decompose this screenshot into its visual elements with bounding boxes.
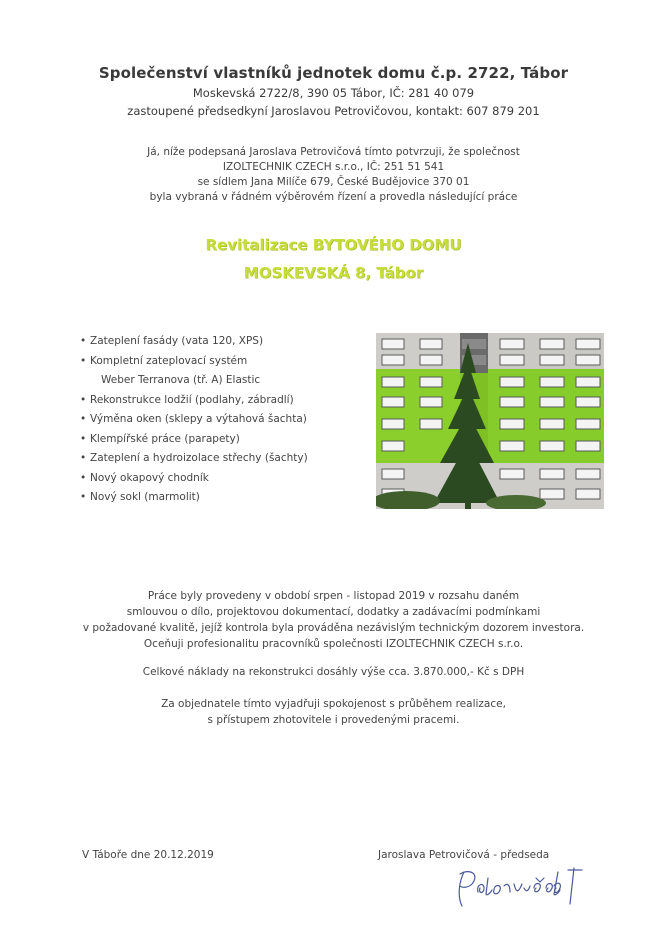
body-p1-line-2: smlouvou o dílo, projektovou dokumentací, dodatky a zadávacími podmínkami [126, 606, 541, 618]
confirmation-line-4: byla vybraná v řádném výběrovém řízení a provedla následující práce [149, 191, 518, 203]
confirmation-line-1: Já, níže podepsaná Jaroslava Petrovičová tímto potvrzuji, že společnost [147, 146, 520, 158]
place-date: V Táboře dne 20.12.2019 [82, 849, 214, 861]
project-title-line-1: Revitalizace BYTOVÉHO DOMU [205, 236, 462, 254]
works-item: • Nový sokl (marmolit) [80, 491, 200, 503]
works-item: • Zateplení fasády (vata 120, XPS) [80, 335, 264, 347]
confirmation-line-3: se sídlem Jana Milíče 679, České Budějovice 370 01 [197, 176, 470, 188]
organization-title: Společenství vlastníků jednotek domu č.p. 2722, Tábor [98, 64, 569, 82]
signature [450, 864, 610, 914]
works-item: • Rekonstrukce lodžií (podlahy, zábradlí) [80, 393, 294, 406]
body-p3-line-2: s přístupem zhotovitele i provedenými pracemi. [207, 714, 460, 726]
body-p3-line-1: Za objednatele tímto vyjadřuji spokojenost s průběhem realizace, [161, 698, 506, 710]
building-photo [376, 333, 604, 509]
body-p1-line-3: v požadované kvalitě, jejíž kontrola byla prováděna nezávislým technickým dozorem investora. [82, 622, 585, 634]
body-costs: Celkové náklady na rekonstrukci dosáhly výše cca. 3.870.000,- Kč s DPH [142, 666, 525, 678]
works-item: • Klempířské práce (parapety) [80, 432, 240, 445]
organization-address: Moskevská 2722/8, 390 05 Tábor, IČ: 281 40 079 [192, 86, 475, 100]
works-item: • Nový okapový chodník [80, 471, 209, 484]
works-item: • Zateplení a hydroizolace střechy (šachty) [80, 452, 308, 464]
project-title-line-2: MOSKEVSKÁ 8, Tábor [243, 264, 424, 282]
body-p1-line-1: Práce byly provedeny v období srpen - listopad 2019 v rozsahu daném [147, 590, 520, 602]
works-list [80, 332, 370, 508]
works-item: • Výměna oken (sklepy a výtahová šachta) [80, 413, 307, 425]
works-item-continuation: Weber Terranova (tř. A) Elastic [101, 374, 261, 386]
organization-representative: zastoupené předsedkyní Jaroslavou Petrovičovou, kontakt: 607 879 201 [127, 104, 540, 118]
confirmation-line-2: IZOLTECHNIK CZECH s.r.o., IČ: 251 51 541 [222, 161, 445, 173]
signatory: Jaroslava Petrovičová - předseda [378, 849, 550, 861]
body-p1-line-4: Oceňuji profesionalitu pracovníků společnosti IZOLTECHNIK CZECH s.r.o. [143, 638, 524, 650]
works-item: • Kompletní zateplovací systém [80, 354, 248, 367]
